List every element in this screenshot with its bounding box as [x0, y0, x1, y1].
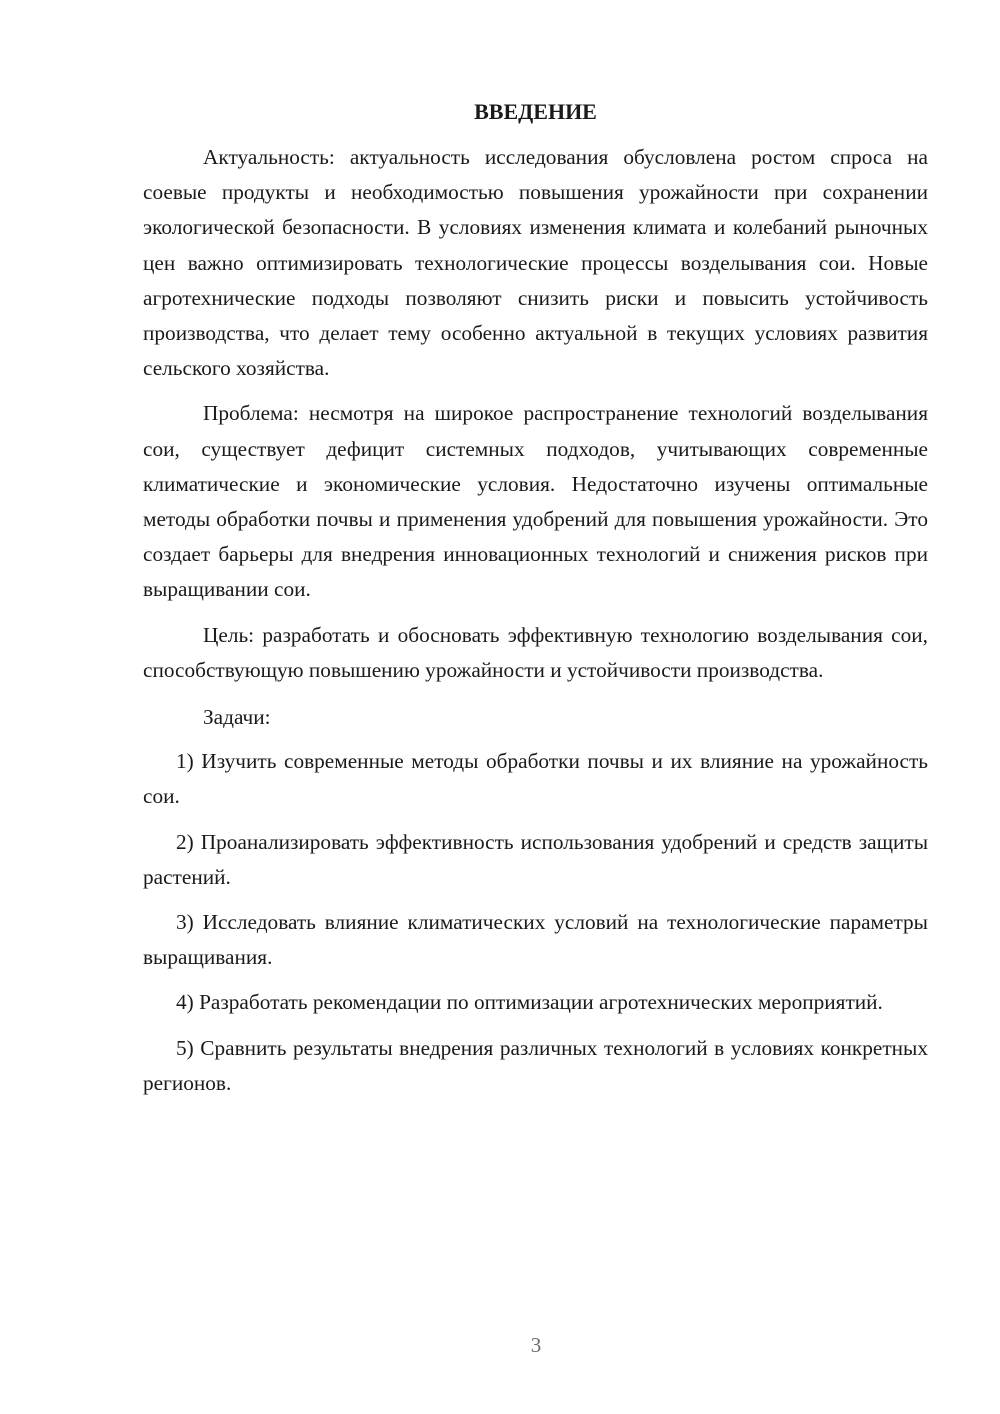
task-item: 1) Изучить современные методы обработки почвы и их влияние на урожайность сои.	[143, 749, 928, 809]
tasks-label: Задачи:	[203, 705, 271, 730]
task-item: 4) Разработать рекомендации по оптимизации агротехнических мероприятий.	[176, 990, 883, 1015]
page-number: 3	[530, 1333, 542, 1357]
page-content	[143, 94, 928, 1101]
section-title: ВВЕДЕНИЕ	[474, 99, 597, 124]
task-item: 2) Проанализировать эффективность использования удобрений и средств защиты растений.	[143, 829, 928, 889]
task-item: 5) Сравнить результаты внедрения различных технологий в условиях конкретных регионов.	[143, 1035, 928, 1095]
goal-paragraph: Цель: разработать и обосновать эффективную технологию возделывания сои, способствующую повышению урожайности и устойчивости производства.	[143, 622, 928, 682]
task-item: 3) Исследовать влияние климатических условий на технологические параметры выращивания.	[143, 910, 928, 970]
relevance-paragraph: Актуальность: актуальность исследования обусловлена ростом спроса на соевые продукты и необходимостью повышения урожайности при сохранении экологической безопасности. В условиях изменения климата и колебаний рыночных цен важно оптимизировать технологические процессы возделывания сои. Новые агротехнические подходы позволяют снизить риски и повысить устойчивость производства, что делает тему особенно актуальной в текущих условиях развития сельского хозяйства.	[143, 145, 928, 381]
problem-paragraph: Проблема: несмотря на широкое распространение технологий возделывания сои, существует дефицит системных подходов, учитывающих современные климатические и экономические условия. Недостаточно изучены оптимальные методы обработки почвы и применения удобрений для повышения урожайности. Это создает барьеры для внедрения инновационных технологий и снижения рисков при выращивании сои.	[143, 401, 928, 602]
